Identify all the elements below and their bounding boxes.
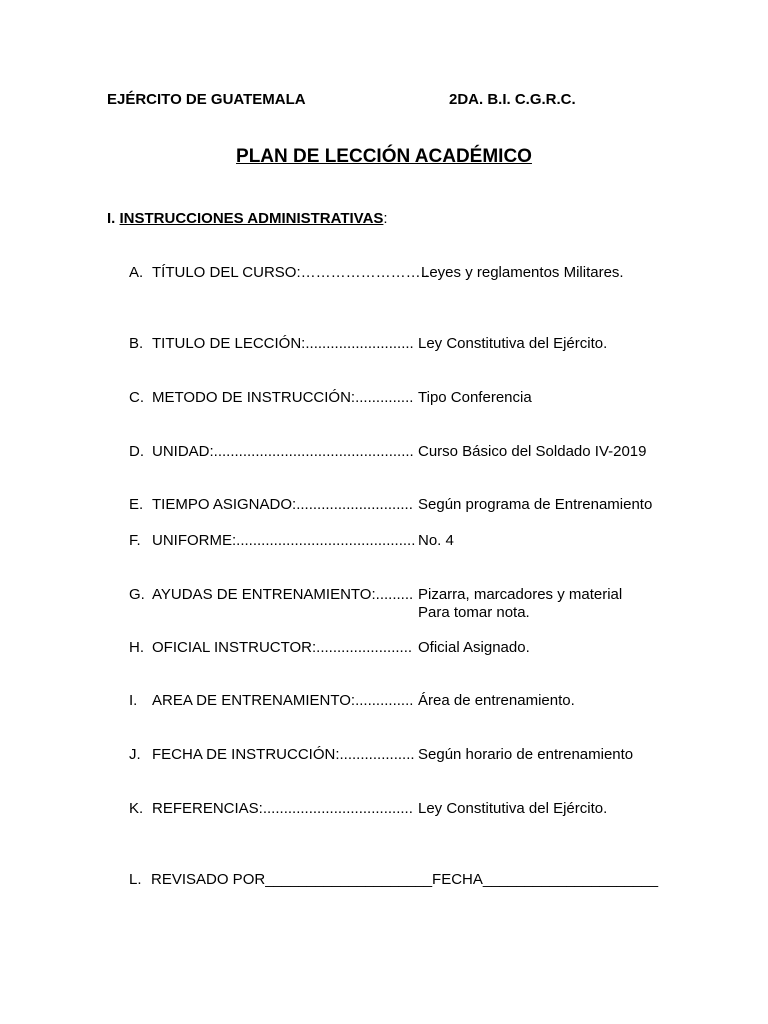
item-value: Ley Constitutiva del Ejército. — [418, 335, 608, 352]
item-letter: H. — [129, 639, 144, 656]
item-letter: G. — [129, 586, 145, 603]
item-letter: I. — [129, 692, 138, 709]
list-item-uniforme — [0, 532, 768, 568]
section-number: I. — [107, 210, 116, 227]
item-value: Área de entrenamiento. — [418, 692, 575, 709]
list-item-ayudas — [0, 586, 768, 622]
list-item-oficial — [0, 639, 768, 675]
item-letter: C. — [129, 389, 144, 406]
item-label: METODO DE INSTRUCCIÓN:.............. — [152, 389, 414, 406]
item-label: REFERENCIAS:.................................... — [152, 800, 413, 817]
list-item-area — [0, 692, 768, 728]
section-title: INSTRUCCIONES ADMINISTRATIVAS — [119, 210, 384, 227]
list-item-unidad — [0, 443, 768, 479]
item-label: OFICIAL INSTRUCTOR:....................... — [152, 639, 413, 656]
item-label: AREA DE ENTRENAMIENTO:.............. — [152, 692, 414, 709]
item-letter: L. — [129, 871, 142, 888]
item-value: Curso Básico del Soldado IV-2019 — [418, 443, 647, 460]
item-label: FECHA DE INSTRUCCIÓN:.................. — [152, 746, 415, 763]
review-label: REVISADO POR____________________FECHA_____________________ — [151, 871, 659, 888]
item-value: Según programa de Entrenamiento — [418, 496, 653, 513]
item-letter: B. — [129, 335, 144, 352]
item-label: UNIDAD:................................................ — [152, 443, 414, 460]
header-unit: 2DA. B.I. C.G.R.C. — [449, 91, 576, 108]
item-value: No. 4 — [418, 532, 454, 549]
item-value: Pizarra, marcadores y material — [418, 586, 623, 603]
header-organization: EJÉRCITO DE GUATEMALA — [107, 91, 306, 108]
list-item-titulo-leccion — [0, 335, 768, 371]
item-label: AYUDAS DE ENTRENAMIENTO:......... — [152, 586, 414, 603]
item-letter: J. — [129, 746, 141, 763]
item-letter: K. — [129, 800, 144, 817]
section-colon: : — [383, 210, 388, 227]
page-title: PLAN DE LECCIÓN ACADÉMICO — [236, 146, 532, 167]
item-letter: F. — [129, 532, 141, 549]
review-line — [0, 871, 768, 907]
item-value: Tipo Conferencia — [418, 389, 532, 406]
item-value: Leyes y reglamentos Militares. — [421, 264, 624, 281]
item-value: Según horario de entrenamiento — [418, 746, 634, 763]
item-label: TIEMPO ASIGNADO:............................ — [152, 496, 413, 513]
item-label: UNIFORME:........................................... — [152, 532, 416, 549]
item-letter: D. — [129, 443, 144, 460]
item-value: Oficial Asignado. — [418, 639, 530, 656]
item-letter: E. — [129, 496, 144, 513]
list-item-referencias — [0, 800, 768, 836]
list-item-fecha — [0, 746, 768, 782]
item-label: TITULO DE LECCIÓN:.......................... — [152, 335, 414, 352]
item-letter: A. — [129, 264, 144, 281]
item-label: TÍTULO DEL CURSO:…………………….. — [152, 264, 429, 281]
section-heading — [107, 210, 388, 228]
item-value-continued: Para tomar nota. — [418, 604, 530, 621]
list-item-titulo-curso — [0, 264, 768, 300]
list-item-tiempo — [0, 496, 768, 532]
list-item-metodo — [0, 389, 768, 425]
item-value: Ley Constitutiva del Ejército. — [418, 800, 608, 817]
